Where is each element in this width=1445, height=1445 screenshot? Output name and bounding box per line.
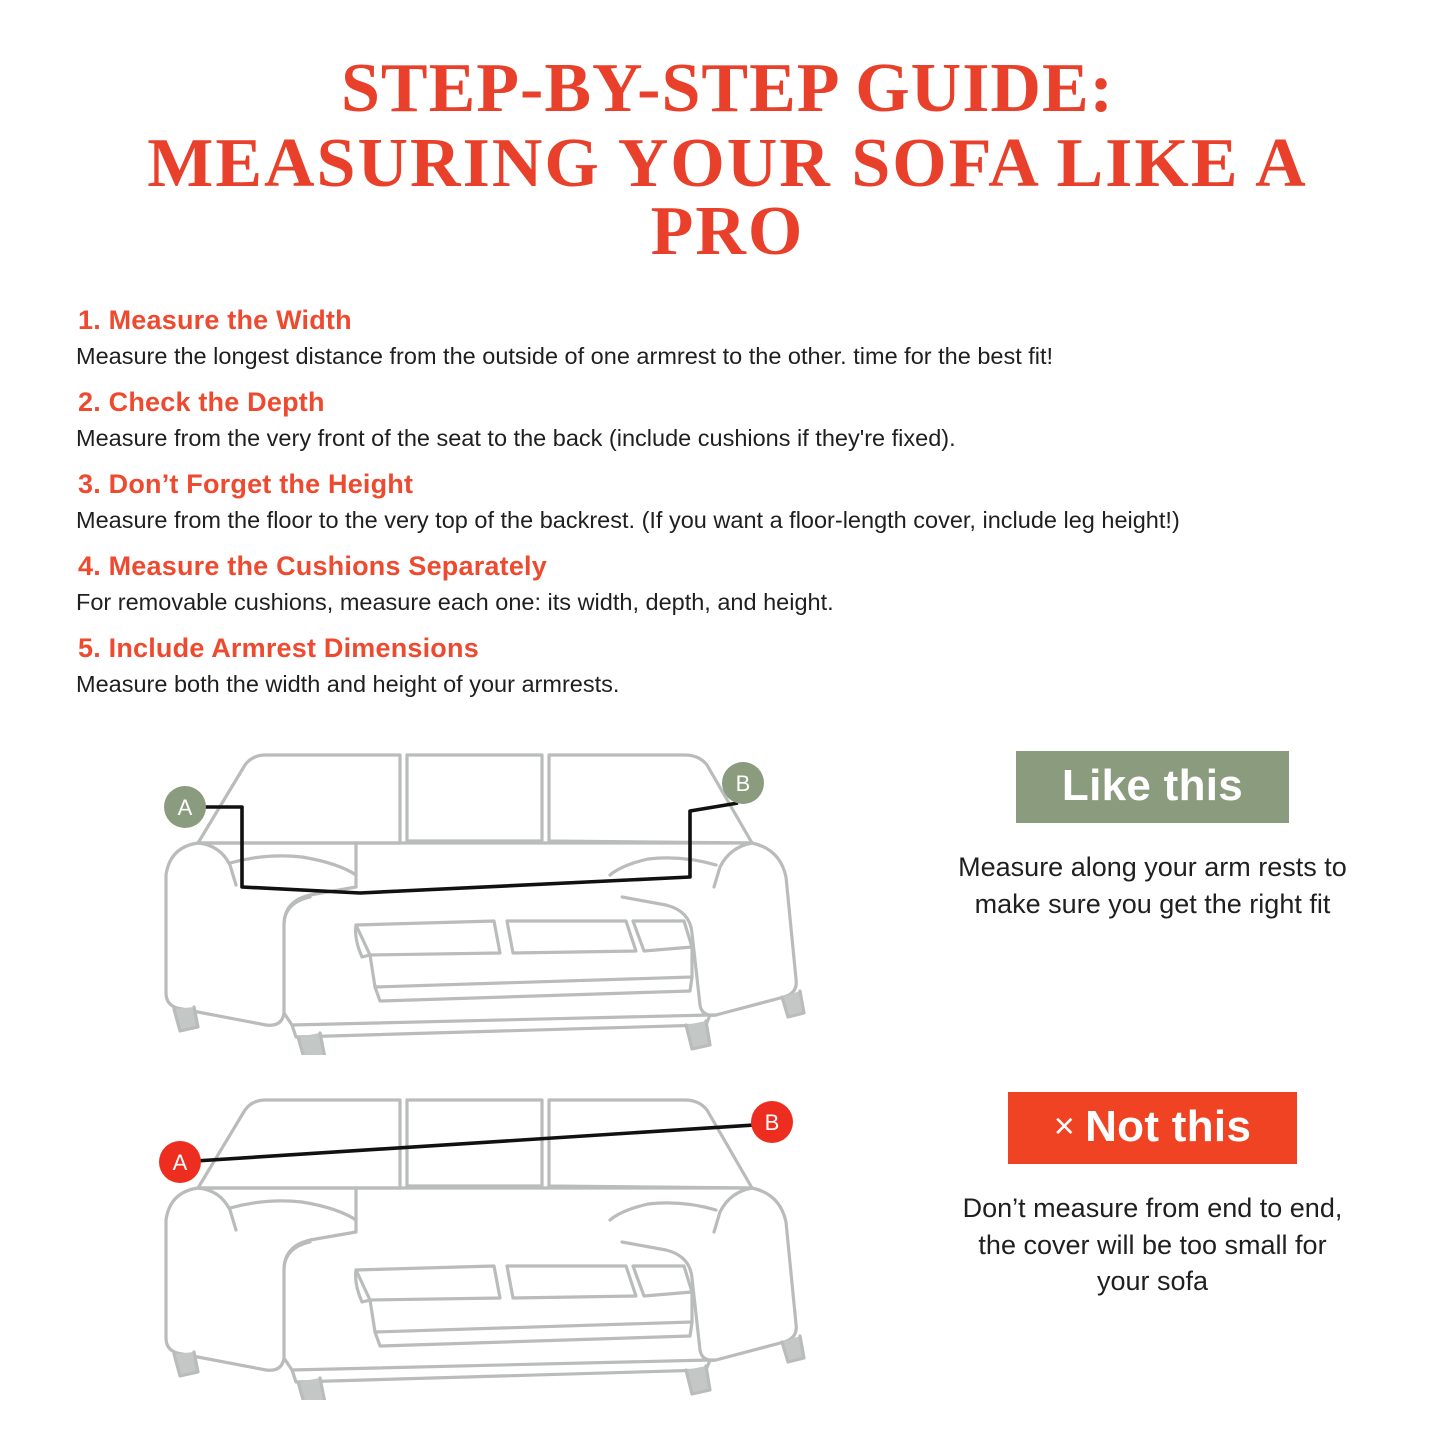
step-heading: 3. Don’t Forget the Height bbox=[78, 468, 414, 499]
step-item bbox=[70, 551, 1385, 617]
step-body: Measure from the very front of the seat to the back (include cushions if they're fixed). bbox=[76, 424, 956, 451]
sofa-illustration-correct-svg bbox=[70, 725, 890, 1055]
marker-a-incorrect-label: A bbox=[172, 1150, 188, 1176]
step-item bbox=[70, 305, 1385, 371]
panel-incorrect-method bbox=[70, 1070, 1385, 1405]
correct-method-text bbox=[890, 725, 1385, 922]
step-body: Measure from the floor to the very top of the backrest. (If you want a floor-length cover, include leg height!) bbox=[76, 506, 1180, 533]
page-title bbox=[70, 50, 1385, 271]
sofa-diagram-incorrect bbox=[70, 1070, 890, 1405]
step-body: Measure the longest distance from the outside of one armrest to the other. time for the best fit! bbox=[76, 342, 1054, 369]
marker-b-correct-label: B bbox=[735, 771, 751, 797]
step-heading: 2. Check the Depth bbox=[78, 386, 325, 417]
steps-list bbox=[70, 305, 1385, 699]
close-icon: × bbox=[1053, 1105, 1076, 1147]
title-line-1: STEP-BY-STEP GUIDE: bbox=[340, 50, 1114, 127]
not-this-caption: Don’t measure from end to end, the cover will be too small for your sofa bbox=[962, 1193, 1343, 1296]
like-this-badge: Like this bbox=[1016, 751, 1289, 823]
step-heading: 5. Include Armrest Dimensions bbox=[78, 633, 479, 664]
sofa-diagram-correct bbox=[70, 725, 890, 1060]
like-this-caption: Measure along your arm rests to make sure you get the right fit bbox=[958, 852, 1347, 919]
step-item bbox=[70, 633, 1385, 699]
step-heading: 4. Measure the Cushions Separately bbox=[78, 551, 547, 582]
panel-correct-method bbox=[70, 725, 1385, 1060]
sofa-illustration-incorrect-svg bbox=[70, 1070, 890, 1400]
step-heading: 1. Measure the Width bbox=[78, 304, 352, 335]
marker-b-incorrect-label: B bbox=[764, 1110, 780, 1136]
step-item bbox=[70, 469, 1385, 535]
step-body: Measure both the width and height of your armrests. bbox=[76, 671, 620, 698]
not-this-badge bbox=[1008, 1092, 1297, 1164]
not-this-badge-label: Not this bbox=[1085, 1102, 1252, 1152]
step-body: For removable cushions, measure each one: its width, depth, and height. bbox=[76, 589, 834, 616]
marker-a-correct-label: A bbox=[177, 795, 193, 821]
illustration-panels bbox=[70, 725, 1385, 1405]
step-item bbox=[70, 387, 1385, 453]
incorrect-method-text bbox=[890, 1070, 1385, 1299]
title-line-2: MEASURING YOUR SOFA LIKE A PRO bbox=[147, 124, 1308, 271]
